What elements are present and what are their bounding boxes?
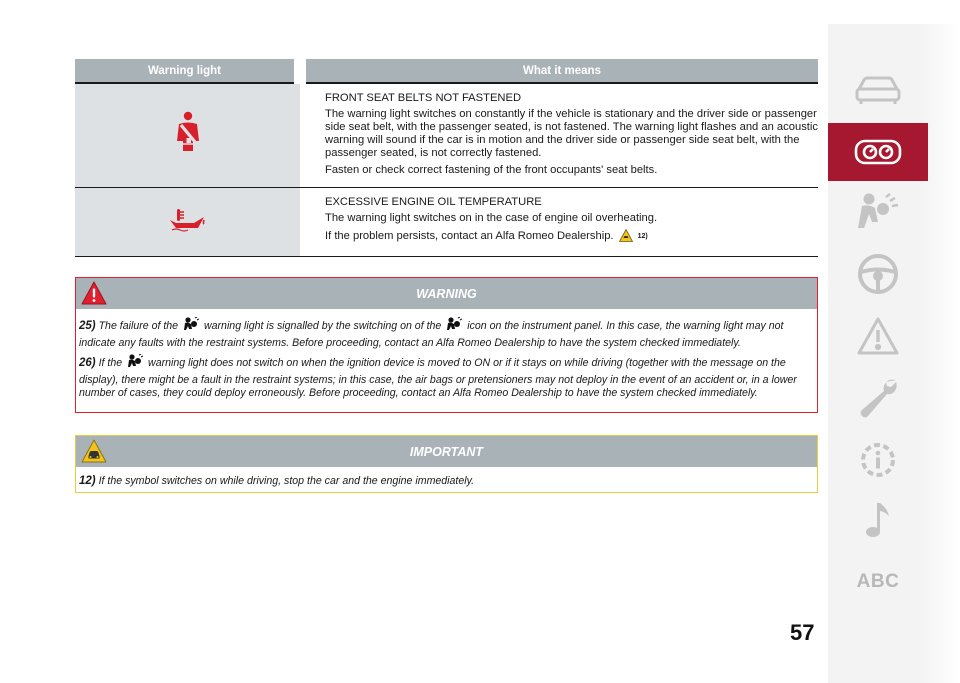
table-row	[75, 83, 818, 188]
warning-item	[79, 317, 813, 350]
sidebar-item-car[interactable]	[828, 62, 928, 118]
warning-box	[75, 277, 818, 413]
warning-box-header	[76, 278, 817, 309]
sidebar-item-technical-data[interactable]	[828, 432, 928, 488]
warning-item	[79, 354, 813, 401]
important-car-triangle-icon	[81, 439, 107, 468]
important-triangle-icon	[619, 229, 633, 246]
sidebar-item-index[interactable]	[828, 554, 928, 610]
page-number: 57	[790, 620, 815, 645]
row-title: FRONT SEAT BELTS NOT FASTENED	[325, 92, 522, 104]
warning-lights-table	[75, 59, 818, 257]
important-text: If the symbol switches on while driving, stop the car and the engine immediately.	[98, 475, 475, 487]
description-cell	[300, 83, 818, 188]
engine-oil-temperature-icon	[168, 219, 208, 236]
column-header-warning-light: Warning light	[75, 59, 300, 83]
warning-box-title: WARNING	[416, 286, 477, 301]
sidebar-item-warnings[interactable]	[828, 308, 928, 364]
row-paragraph: The warning light switches on constantly if the vehicle is stationary and the driver side or passenger side seat belt, with the passenger seated, is not fastened. The warning light flashes and an acoustic warning will sound if the car is in motion and the driver side or passenger side seat belt, with the passenger seated, is not correctly fastened.	[325, 108, 818, 159]
description-cell	[300, 188, 818, 257]
row-paragraph-with-ref	[325, 229, 818, 246]
chapter-sidebar	[828, 24, 960, 683]
note-number: 26)	[79, 357, 96, 369]
car-icon	[854, 75, 902, 105]
reference-number[interactable]: 12)	[637, 233, 648, 240]
row-paragraph: Fasten or check correct fastening of the front occupants' seat belts.	[325, 164, 658, 176]
airbag-warning-icon	[446, 317, 462, 337]
note-number: 25)	[79, 320, 96, 332]
table-row	[75, 188, 818, 257]
airbag-warning-icon	[127, 354, 143, 374]
steering-wheel-icon	[856, 252, 900, 296]
important-box	[75, 435, 818, 493]
warning-triangle-icon	[856, 316, 900, 356]
sidebar-item-maintenance[interactable]	[828, 370, 928, 426]
dashboard-icon	[854, 139, 902, 165]
music-note-icon	[863, 500, 893, 540]
airbag-icon	[856, 192, 900, 232]
row-paragraph: The warning light switches on in the case of engine oil overheating.	[325, 212, 658, 224]
row-paragraph: If the problem persists, contact an Alfa Romeo Dealership.	[325, 230, 614, 242]
sidebar-item-driving[interactable]	[828, 246, 928, 302]
important-box-header	[76, 436, 817, 467]
important-box-title: IMPORTANT	[409, 444, 484, 459]
gear-info-icon	[856, 438, 900, 482]
warning-text: warning light does not switch on when the ignition device is moved to ON or if it stays on while driving (together with the message on the display), there might be a fault in the restraint systems; in this case, the air bags or pretensioners may not deploy in the event of an accident or, in a lower number of cases, they could deploy erroneously. Before proceeding, contact an Alfa Romeo Dealership to have the system checked immediately.	[79, 357, 797, 399]
danger-triangle-icon	[81, 281, 107, 310]
icon-cell	[75, 188, 300, 257]
seat-belt-warning-icon	[173, 142, 203, 159]
sidebar-item-safety[interactable]	[828, 184, 928, 240]
icon-cell	[75, 83, 300, 188]
note-number: 12)	[79, 475, 96, 487]
sidebar-item-dashboard[interactable]	[828, 123, 928, 181]
sidebar-item-multimedia[interactable]	[828, 492, 928, 548]
index-abc-label: ABC	[856, 571, 900, 592]
wrench-icon	[856, 376, 900, 420]
warning-text: The failure of the	[98, 320, 179, 332]
row-title: EXCESSIVE ENGINE OIL TEMPERATURE	[325, 196, 542, 208]
column-header-what-it-means: What it means	[300, 59, 818, 83]
warning-text: warning light is signalled by the switching on of the	[203, 320, 442, 332]
important-item	[79, 475, 813, 489]
airbag-warning-icon	[183, 317, 199, 337]
warning-text: If the	[98, 357, 123, 369]
warning-text: icon on the instrument panel. In this case, the warning light may not indicate any faults with the restraint systems. Before proceeding, contact an Alfa Romeo Dealership to have the system checked immediately.	[79, 320, 784, 349]
